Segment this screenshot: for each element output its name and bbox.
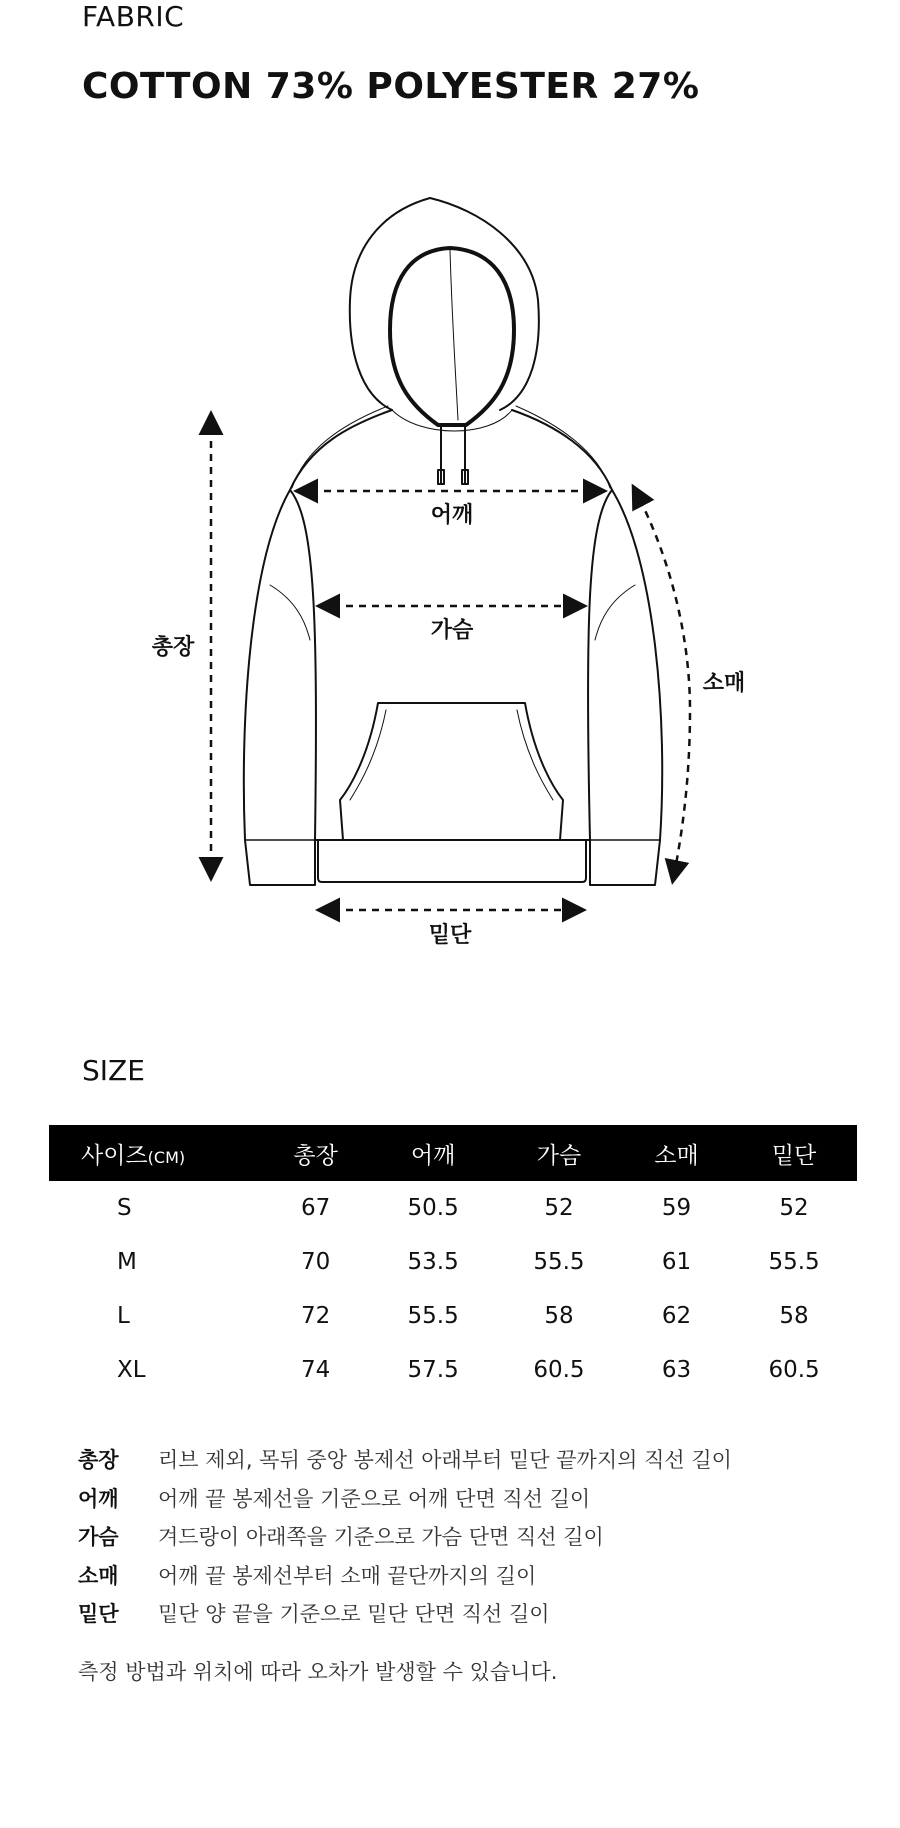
fabric-composition: COTTON 73% POLYESTER 27% [82,66,700,107]
shoulder-label: 어깨 [430,503,474,528]
value-cell: 74 [300,1357,331,1383]
note-term: 밑단 [78,1602,119,1627]
table-row [49,1235,857,1289]
value-cell: 60.5 [533,1357,585,1383]
size-cell: S [117,1195,132,1221]
length-label: 총장 [151,635,195,660]
size-table [49,1125,857,1397]
fabric-label: FABRIC [82,0,185,33]
value-cell: 52 [544,1195,574,1221]
value-cell: 72 [300,1303,331,1329]
note-item [78,1594,732,1633]
note-item [78,1517,732,1556]
note-description: 어깨 끝 봉제선을 기준으로 어깨 단면 직선 길이 [158,1486,591,1511]
measurement-notes [78,1440,732,1633]
value-cell: 52 [779,1195,809,1221]
size-table-header [49,1125,857,1181]
value-cell: 60.5 [768,1357,820,1383]
chest-label: 가슴 [430,618,474,643]
table-row [49,1181,857,1235]
value-cell: 61 [661,1249,692,1275]
note-description: 밑단 양 끝을 기준으로 밑단 단면 직선 길이 [158,1602,550,1627]
note-term: 가슴 [78,1525,119,1550]
size-cell: M [117,1249,137,1275]
size-cell: L [117,1303,130,1329]
value-cell: 59 [661,1195,692,1221]
chest-column-header: 가슴 [536,1142,582,1169]
note-description: 겨드랑이 아래쪽을 기준으로 가슴 단면 직선 길이 [158,1525,604,1550]
note-item [78,1479,732,1518]
value-cell: 53.5 [407,1249,459,1275]
note-description: 리브 제외, 목뒤 중앙 봉제선 아래부터 밑단 끝까지의 직선 길이 [158,1448,732,1473]
note-item [78,1556,732,1595]
note-term: 총장 [78,1448,119,1473]
sleeve-column-header: 소매 [654,1142,699,1169]
value-cell: 63 [661,1357,692,1383]
size-column-header: 사이즈(CM) [81,1142,186,1169]
hem-label: 밑단 [428,923,472,948]
value-cell: 58 [544,1303,574,1329]
value-cell: 58 [779,1303,809,1329]
value-cell: 70 [300,1249,331,1275]
note-term: 소매 [78,1563,119,1588]
value-cell: 55.5 [407,1303,459,1329]
measurement-disclaimer: 측정 방법과 위치에 따라 오차가 발생할 수 있습니다. [78,1660,558,1684]
hem-column-header: 밑단 [771,1142,817,1169]
shoulder-column-header: 어깨 [410,1142,456,1169]
value-cell: 67 [300,1195,331,1221]
note-description: 어깨 끝 봉제선부터 소매 끝단까지의 길이 [158,1563,537,1588]
value-cell: 50.5 [407,1195,459,1221]
size-cell: XL [117,1357,146,1383]
length-column-header: 총장 [293,1142,338,1169]
hoodie-measurement-diagram [0,140,900,980]
sleeve-label: 소매 [702,671,746,696]
value-cell: 55.5 [533,1249,585,1275]
value-cell: 55.5 [768,1249,820,1275]
hoodie-outline [244,198,662,885]
size-section-title: SIZE [82,1054,145,1087]
note-term: 어깨 [78,1486,119,1511]
table-row [49,1343,857,1397]
value-cell: 57.5 [407,1357,459,1383]
value-cell: 62 [661,1303,692,1329]
note-item [78,1440,732,1479]
table-row [49,1289,857,1343]
